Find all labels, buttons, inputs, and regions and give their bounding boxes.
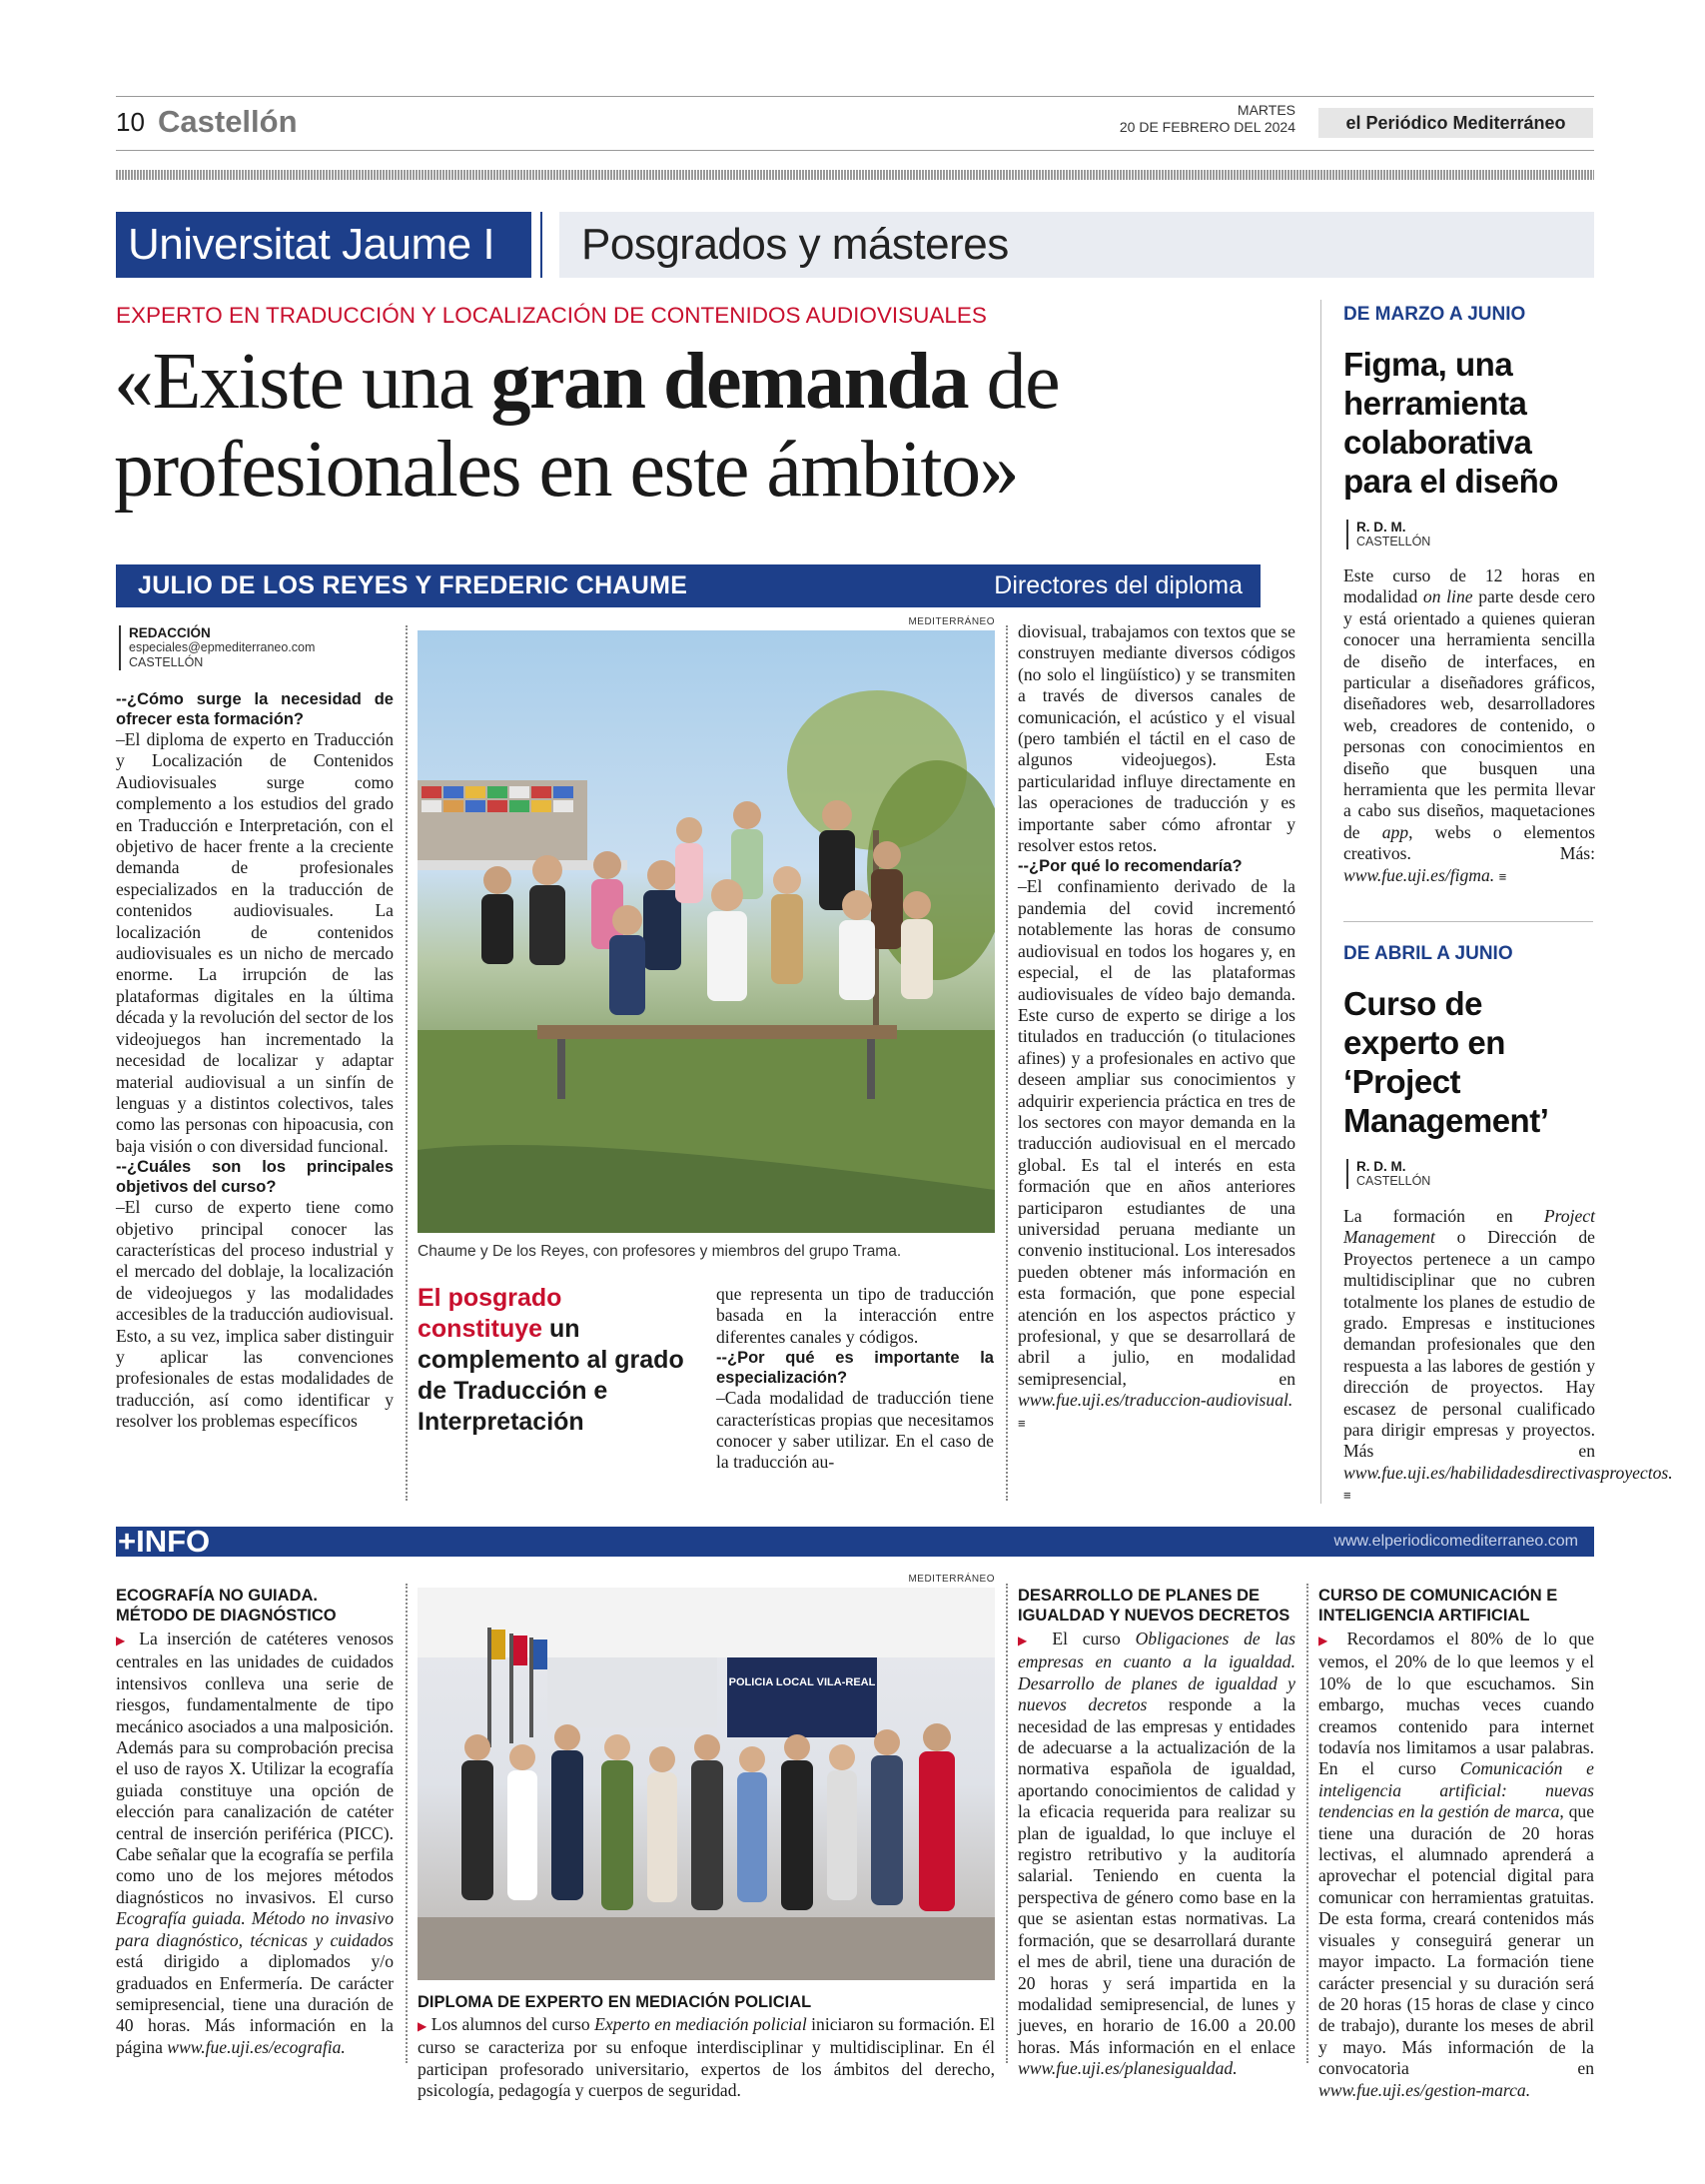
header-bottom-rule [116, 150, 1594, 151]
byline-name: REDACCIÓN [129, 625, 211, 640]
question-2: --¿Cuáles son los principales objetivos del curso? [116, 1158, 394, 1197]
sidebar-1-text-em2: app [1381, 821, 1409, 842]
sidebar-2-title: Curso de experto en ‘Project Management’ [1343, 985, 1549, 1139]
sidebar-2-kicker: DE ABRIL A JUNIO [1343, 943, 1513, 964]
course-link-ecografia[interactable]: www.fue.uji.es/ecografia. [167, 2036, 346, 2057]
sidebar-2-text-em: Project Management [1343, 1206, 1595, 1248]
section-banner: Posgrados y másteres [559, 212, 1594, 278]
sidebar-divider [1343, 921, 1593, 922]
info-1-text-em: Ecografía guiada. Método no invasivo para diagnóstico, técnicas y cuidados [116, 1908, 394, 1950]
info-3-text-em: Obligaciones de las empresas en cuanto a la igualdad. Desarrollo de planes de igualdad y nuevos decretos [1018, 1629, 1295, 1715]
interviewee-role: Directores del diploma [994, 571, 1243, 599]
info-2-text-a: Los alumnos del curso [430, 2014, 595, 2034]
masthead-logo: el Periódico Mediterráneo [1318, 108, 1593, 138]
answer-2-continued: que representa un tipo de traducción basada en la interacción entre diferentes canales y códigos. [716, 1284, 994, 1347]
article-headline [114, 338, 1292, 514]
info-separator-3 [1306, 1584, 1308, 2063]
sidebar-2-byline-location: CASTELLÓN [1356, 1174, 1431, 1188]
police-group-photo [418, 1588, 995, 1980]
answer-4: –El confinamiento derivado de la pandemia del covid incrementó notablemente las horas de consumo audiovisual en todos los hogares y, en especial, el de las plataformas audiovisuales de vídeo bajo demanda. Este curso de experto se dirige a los titulados en traducción (o titulaciones afines) y a profesionales en activo que deseen ampliar sus conocimientos y adquirir experiencia práctica en tres de los sectores con mayor demanda en la traducción audiovisual en el mercado global. Es tal el interés en esta formación que en años anteriores participaron estudiantes de una universidad peruana mediante un convenio institucional. Los interesados pueden obtener más información en esta formación, que pone especial atención en los aspectos práctico y profesional, y que se desarrollará de abril a julio, en modalidad semipresencial, en [1018, 876, 1295, 1389]
info-2-text [418, 2014, 995, 2102]
byline-email: especiales@epmediterraneo.com [129, 640, 316, 654]
course-link-traduccion[interactable]: www.fue.uji.es/traduccion-audiovisual. [1018, 1390, 1293, 1411]
section-name: Castellón [158, 104, 298, 139]
course-link-igualdad[interactable]: www.fue.uji.es/planesigualdad. [1018, 2058, 1238, 2079]
headline-part-2: de [968, 338, 1060, 426]
info-1-text-b: está dirigido a diplomados y/o graduados en Enfermería. De carácter semipresencial, tiene una duración de 40 horas. Más información en la página [116, 1951, 394, 2057]
info-separator-2 [1006, 1584, 1008, 2063]
article-kicker: EXPERTO EN TRADUCCIÓN Y LOCALIZACIÓN DE CONTENIDOS AUDIOVISUALES [116, 303, 987, 328]
headline-line-2: profesionales en este ámbito» [114, 426, 1019, 514]
info-3-title: DESARROLLO DE PLANES DE IGUALDAD Y NUEVOS DECRETOS [1018, 1587, 1290, 1625]
answer-3: –Cada modalidad de traducción tiene características propias que necesitamos conocer y saber utilizar. En el caso de la traducción au- [716, 1388, 994, 1473]
sidebar-2-byline-name: R. D. M. [1356, 1159, 1406, 1174]
sidebar-2-byline [1346, 1159, 1430, 1189]
sidebar-1-text-b: parte desde cero y está orientado a quienes quieran conocer una herramienta sencilla de diseño de interfaces, en particular a diseñadores gráficos, diseñadores web, desarrolladores web, creadores de contenido, o personas con conocimientos en diseño que busquen una herramienta que les permita llevar a cabo sus diseños, maquetaciones de [1343, 586, 1595, 842]
bullet-icon: ▶ [1018, 1634, 1038, 1647]
article-column-1 [116, 689, 394, 1433]
pull-quote-highlight: El posgrado constituye [418, 1284, 562, 1343]
answer-3-continued: diovisual, trabajamos con textos que se construyen mediante diversos códigos (no solo el lingüístico) y se transmiten a través de diversos canales de comunicación, el acústico y el visual (pero también el táctil en el caso de algunos videojuegos). Esta particularidad influye directamente en las operaciones de traducción y es importante saber cómo afrontar y resolver estos retos. [1018, 621, 1295, 856]
banner-divider [540, 212, 542, 278]
sidebar-2-text [1343, 1206, 1673, 1507]
issue-full-date: 20 DE FEBRERO DEL 2024 [1119, 119, 1295, 135]
answer-1: –El diploma de experto en Traducción y Localización de Contenidos Audiovisuales surge como complemento a los estudios del grado en Traducción e Interpretación, con el objetivo de hacer frente a la creciente demanda de profesionales especializados en la traducción de contenidos audiovisuales. La localización de contenidos audiovisuales es un nicho de mercado enorme. La irrupción de las plataformas digitales en la última década y la revolución del sector de los videojuegos han incrementado la necesidad de localizar y adaptar material audiovisual a un sinfín de lenguas y a distintos colectivos, tales como las personas con hipoacusia, con baja visión o con diversidad funcional. [116, 729, 394, 1156]
bullet-icon: ▶ [116, 1634, 131, 1647]
sidebar-1-title: Figma, una herramienta colaborativa para el diseño [1343, 346, 1558, 500]
question-3: --¿Por qué es importante la especialización? [716, 1349, 994, 1388]
end-mark: ≡ [1343, 1488, 1351, 1504]
photo-credit: MEDITERRÁNEO [908, 616, 995, 627]
names-bar [116, 564, 1261, 607]
headline-part-1: «Existe una [114, 338, 491, 426]
sidebar-2-text-a: La formación en [1343, 1206, 1544, 1226]
info-1-title: ECOGRAFÍA NO GUIADA. MÉTODO DE DIAGNÓSTICO [116, 1587, 337, 1625]
sidebar-1-text-a: Este curso de 12 horas en modalidad [1343, 565, 1595, 607]
sidebar-1-kicker: DE MARZO A JUNIO [1343, 304, 1526, 325]
column-separator-2 [1006, 625, 1008, 1501]
police-group-photo-illustration [418, 1588, 995, 1980]
pull-quote [418, 1283, 689, 1438]
header-top-rule [116, 96, 1594, 97]
info-2-text-em: Experto en mediación policial [594, 2014, 807, 2034]
article-column-3 [1018, 621, 1295, 1434]
info-4-text [1318, 1629, 1594, 2101]
issue-day: MARTES [1237, 102, 1295, 118]
sidebar-1-text [1343, 565, 1595, 887]
byline-location: CASTELLÓN [129, 655, 204, 669]
bullet-icon: ▶ [1318, 1634, 1335, 1647]
sidebar-1-text-c: , webs o elementos creativos. Más: [1343, 821, 1595, 864]
info-4-text-b: , que tiene una duración de 20 horas lectivas, el alumnado aprenderá a aprovechar el potencial digital para comunicar con herramientas gratuitas. De esta forma, creará contenidos más visuales y conseguirá generar un mayor impacto. La formación tiene carácter presencial y su duración será de 20 horas (15 horas de clase y cinco de trabajo), durante los meses de abril y mayo. Más información de la convocatoria en [1318, 1801, 1594, 2079]
interviewee-names: JULIO DE LOS REYES Y FREDERIC CHAUME [138, 571, 688, 599]
info-2-title: DIPLOMA DE EXPERTO EN MEDIACIÓN POLICIAL [418, 1993, 812, 2011]
info-3-text [1018, 1629, 1295, 2080]
photo-caption: Chaume y De los Reyes, con profesores y miembros del grupo Trama. [418, 1243, 902, 1260]
course-link-gestion-marca[interactable]: www.fue.uji.es/gestion-marca. [1318, 2079, 1531, 2100]
end-mark: ≡ [1018, 1415, 1026, 1431]
article-column-2 [716, 1284, 994, 1474]
info-3-text-a: El curso [1052, 1629, 1136, 1648]
sidebar-1-byline-name: R. D. M. [1356, 520, 1406, 535]
website-link[interactable]: www.elperiodicomediterraneo.com [1333, 1533, 1578, 1550]
info-4-text-em: Comunicación e inteligencia artificial: nuevas tendencias en la gestión de marca [1318, 1758, 1594, 1822]
issue-date [1039, 102, 1295, 136]
info-1-text [116, 1629, 394, 2058]
answer-2: –El curso de experto tiene como objetivo principal conocer las características del proceso industrial y el mercado del doblaje, la localización de videojuegos y las modalidades accesibles de la traducción audiovisual. Esto, a su vez, implica saber distinguir y aplicar las convenciones profesionales de estas modalidades de traducción, así como identificar y resolver los problemas específicos [116, 1197, 394, 1432]
sidebar-rule [1320, 300, 1321, 1504]
sidebar-1-byline [1346, 520, 1430, 549]
headline-line-1 [114, 338, 1292, 426]
page-number: 10 [116, 107, 145, 137]
pull-quote-text: un complemento al grado de Traducción e Interpretación [418, 1315, 684, 1436]
university-banner: Universitat Jaume I [116, 212, 531, 278]
info-1-text-a: La inserción de catéteres venosos centrales en las unidades de cuidados intensivos conlleva una serie de riesgos, fundamentalmente de tipo mecánico asociados a una malposición. Además para su comprobación precisa el uso de rayos X. Utilizar la ecografía guiada constituye una opción de elección para canalización de catéter central de inserción periférica (PICC). Cabe señalar que la ecografía se perfila como uno de los mejores métodos diagnósticos no invasivos. El curso [116, 1629, 394, 1907]
sidebar-2-text-b: o Dirección de Proyectos pertenece a un campo multidisciplinar que no cubren totalmente los planes de estudio de grado. Empresas e instituciones demandan profesionales que den respuesta a las labores de gestión y dirección de proyectos. Hay escasez de personal cualificado para dirigir empresas y proyectos. Más en [1343, 1227, 1595, 1462]
screen-text: POLICIA LOCAL VILA-REAL [728, 1676, 876, 1688]
info-4-title: CURSO DE COMUNICACIÓN E INTELIGENCIA ARTIFICIAL [1318, 1587, 1558, 1625]
info-4-text-a: Recordamos el 80% de lo que vemos, el 20% de lo que leemos y el 10% de lo que escuchamos. Sin embargo, muchas veces cuando creamos contenido para internet todavía nos limitamos a usar palabras. En el curso [1318, 1629, 1594, 1779]
info-3-text-b: responde a la necesidad de las empresas y entidades de adecuarse a la actualización de la normativa española de igualdad, aportando conocimientos de calidad y la eficacia requerida para realizar su plan de igualdad, lo que incluye el registro retributivo y la auditoría salarial. Teniendo en cuenta la perspectiva de género como base en la que se asientan estas normativas. La formación, que se desarrollará durante el mes de abril, tiene una duración de 20 horas y será impartida en la modalidad semipresencial, de lunes y jueves, en horario de 16.00 a 20.00 horas. Más información en el enlace [1018, 1694, 1296, 2057]
hatched-rule [116, 170, 1594, 180]
course-link-project-management[interactable]: www.fue.uji.es/habilidadesdirectivasproyectos. [1343, 1462, 1673, 1483]
sidebar-1-text-em: on line [1422, 586, 1473, 607]
question-4: --¿Por qué lo recomendaría? [1018, 857, 1243, 876]
info-bar [116, 1524, 1594, 1559]
course-link-figma[interactable]: www.fue.uji.es/figma. [1343, 864, 1495, 885]
column-separator [406, 625, 408, 1501]
info-label: +INFO [118, 1524, 211, 1559]
bullet-icon: ▶ [418, 2019, 427, 2033]
main-byline [119, 625, 315, 670]
group-photo [418, 630, 995, 1233]
info-photo-credit: MEDITERRÁNEO [908, 1574, 995, 1585]
info-separator-1 [406, 1584, 408, 2063]
group-photo-illustration [418, 630, 995, 1233]
info-2-text-b: iniciaron su formación. El curso se caracteriza por su enfoque interdisciplinar y multidisciplinar. En él participan profesorado universitario, expertos de los ámbitos del derecho, psicología, pedagogía y cuerpos de seguridad. [418, 2014, 995, 2101]
end-mark: ≡ [1498, 868, 1507, 884]
sidebar-1-byline-location: CASTELLÓN [1356, 535, 1431, 548]
question-1: --¿Cómo surge la necesidad de ofrecer esta formación? [116, 690, 394, 728]
headline-bold: gran demanda [490, 338, 969, 426]
